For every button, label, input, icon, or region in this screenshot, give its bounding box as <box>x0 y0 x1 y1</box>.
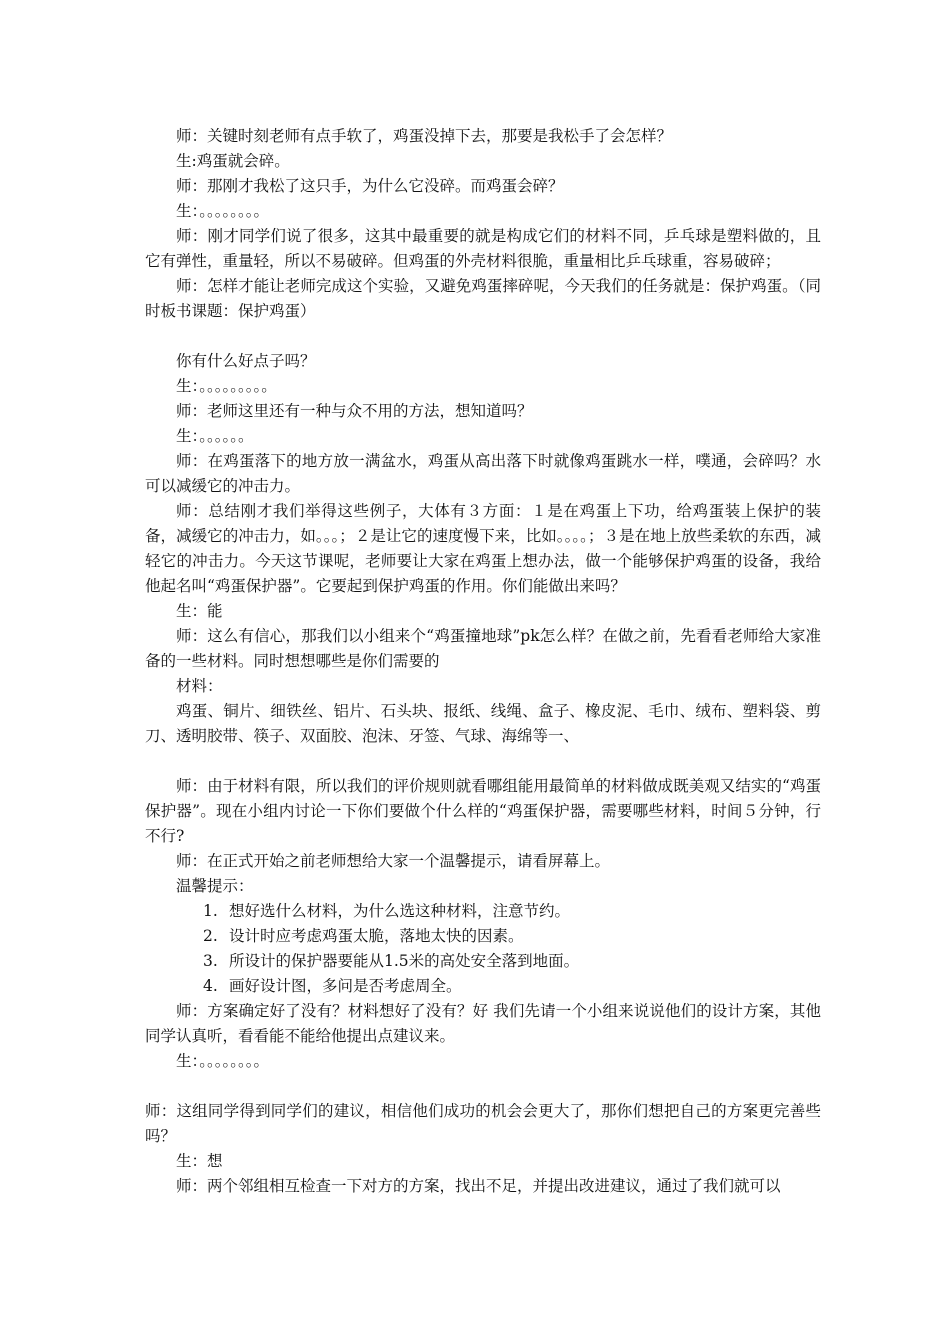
blank-line <box>145 749 821 774</box>
materials-heading: 材料： <box>176 677 223 695</box>
paragraph: 生：。。。。。。。。。 <box>176 377 277 395</box>
tip-number: 1. <box>203 902 218 920</box>
paragraph: 师：老师这里还有一种与众不用的方法，想知道吗？ <box>176 402 533 420</box>
tip-number: 4. <box>203 977 218 995</box>
tip-text: 想好选什么材料，为什么选这种材料，注意节约。 <box>229 902 571 920</box>
paragraph: 师：方案确定好了没有？材料想好了没有？好 我们先请一个小组来说说他们的设计方案，其他同学认真听，看看能不能给他提出点建议来。 <box>145 1002 821 1045</box>
blank-line <box>145 324 821 349</box>
tip-text: 设计时应考虑鸡蛋太脆，落地太快的因素。 <box>229 927 524 945</box>
paragraph: 师：两个邻组相互检查一下对方的方案，找出不足，并提出改进建议，通过了我们就可以 <box>176 1177 781 1195</box>
paragraph: 生：想 <box>176 1152 223 1170</box>
blank-line <box>145 1074 821 1099</box>
tip-item <box>145 924 821 949</box>
tip-text: 所设计的保护器要能从1.5米的高处安全落到地面。 <box>229 952 580 970</box>
paragraph: 生：能 <box>176 602 223 620</box>
paragraph: 师：总结刚才我们举得这些例子，大体有３方面：１是在鸡蛋上下功，给鸡蛋装上保护的装备，减缓它的冲击力，如。。。；２是让它的速度慢下来，比如。。。。；３是在地上放些柔软的东西，减轻它的冲击力。今天这节课呢，老师要让大家在鸡蛋上想办法，做一个能够保护鸡蛋的设备，我给他起名叫“鸡蛋保护器”。它要起到保护鸡蛋的作用。你们能做出来吗？ <box>145 502 821 595</box>
paragraph: 你有什么好点子吗？ <box>176 352 316 370</box>
paragraph: 师：怎样才能让老师完成这个实验，又避免鸡蛋摔碎呢，今天我们的任务就是：保护鸡蛋。（同时板书课题：保护鸡蛋） <box>145 277 821 320</box>
paragraph: 生：。。。。。。 <box>176 427 254 445</box>
paragraph: 生：。。。。。。。。 <box>176 202 270 220</box>
tips-heading: 温馨提示： <box>176 877 254 895</box>
tip-item <box>145 899 821 924</box>
paragraph: 师：在鸡蛋落下的地方放一满盆水，鸡蛋从高出落下时就像鸡蛋跳水一样，噗通，会碎吗？水可以减缓它的冲击力。 <box>145 452 821 495</box>
paragraph: 师：那刚才我松了这只手，为什么它没碎。而鸡蛋会碎？ <box>176 177 564 195</box>
tip-number: 2. <box>203 927 218 945</box>
paragraph: 师：这组同学得到同学们的建议，相信他们成功的机会会更大了，那你们想把自己的方案更完善些吗？ <box>145 1102 821 1145</box>
document-page <box>145 124 821 1199</box>
paragraph: 师：由于材料有限，所以我们的评价规则就看哪组能用最简单的材料做成既美观又结实的“鸡蛋保护器”。现在小组内讨论一下你们要做个什么样的“鸡蛋保护器，需要哪些材料，时间５分钟，行不行? <box>145 777 821 845</box>
paragraph: 师：关键时刻老师有点手软了，鸡蛋没掉下去，那要是我松手了会怎样？ <box>176 127 673 145</box>
paragraph: 生:鸡蛋就会碎。 <box>176 152 290 170</box>
tip-number: 3. <box>203 952 218 970</box>
paragraph: 生：。。。。。。。。 <box>176 1052 270 1070</box>
paragraph: 师：这么有信心，那我们以小组来个“鸡蛋撞地球”pk怎么样？在做之前，先看看老师给大家准备的一些材料。同时想想哪些是你们需要的 <box>145 627 821 670</box>
tip-text: 画好设计图，多问是否考虑周全。 <box>229 977 462 995</box>
tip-item <box>145 974 821 999</box>
materials-list: 鸡蛋、铜片、细铁丝、铝片、石头块、报纸、线绳、盒子、橡皮泥、毛巾、绒布、塑料袋、剪刀、透明胶带、筷子、双面胶、泡沫、牙签、气球、海绵等一、 <box>145 702 821 745</box>
paragraph: 师：刚才同学们说了很多，这其中最重要的就是构成它们的材料不同，乒乓球是塑料做的，且它有弹性，重量轻，所以不易破碎。但鸡蛋的外壳材料很脆，重量相比乒乓球重，容易破碎； <box>145 227 821 270</box>
paragraph: 师：在正式开始之前老师想给大家一个温馨提示，请看屏幕上。 <box>176 852 611 870</box>
tip-item <box>145 949 821 974</box>
